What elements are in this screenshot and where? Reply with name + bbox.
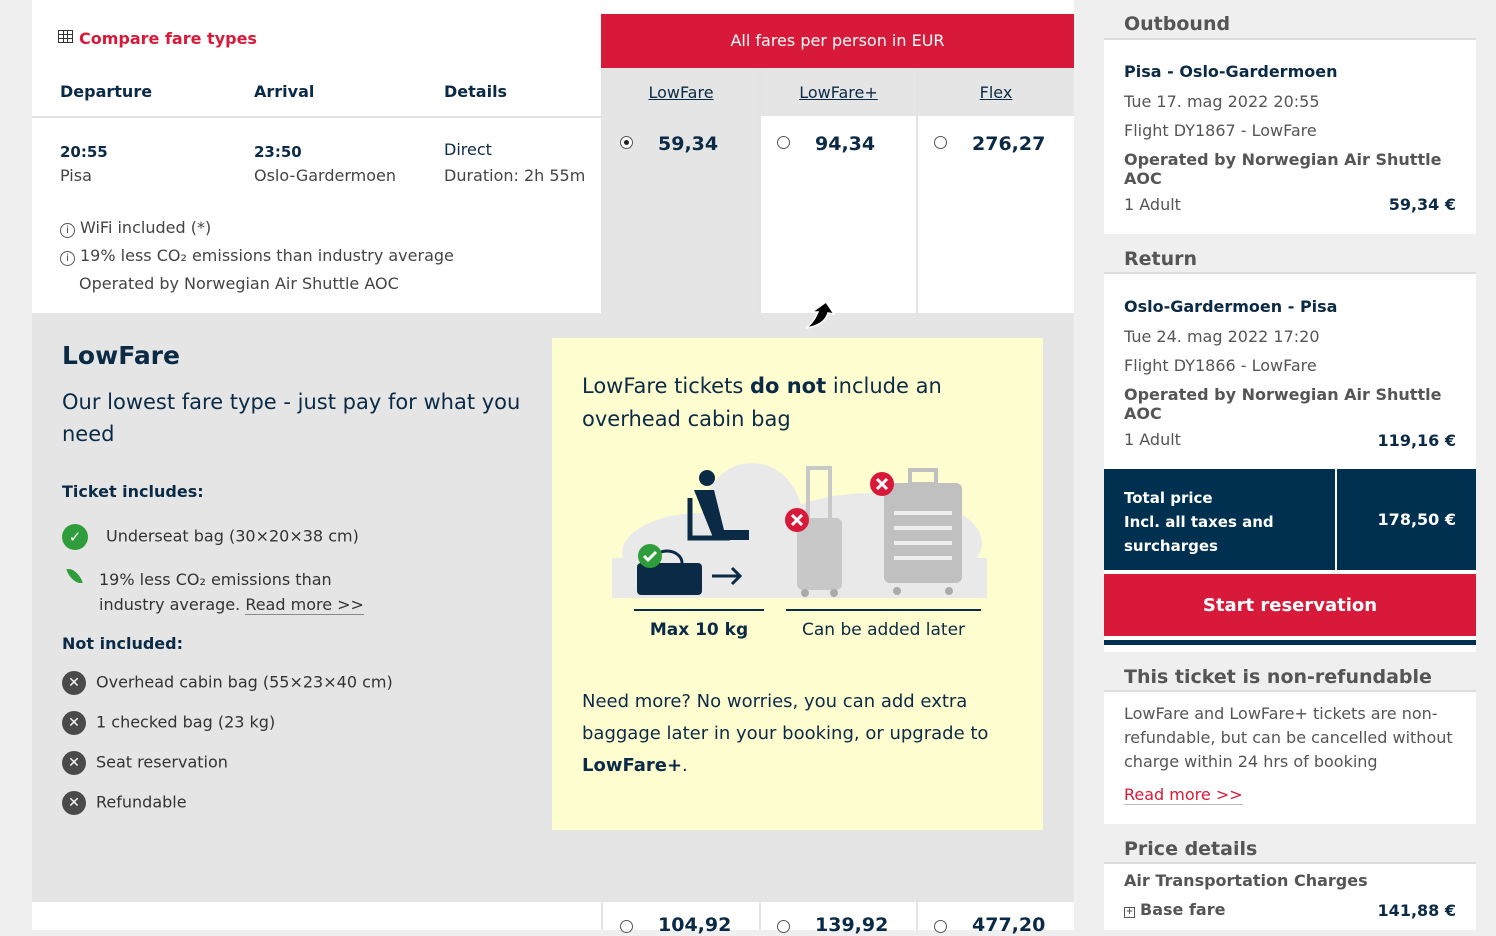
notice-text-bold: do not — [749, 374, 827, 398]
fare-radio-lowfare-plus[interactable] — [777, 920, 790, 933]
max-weight-label: Max 10 kg — [649, 620, 749, 640]
return-route: Oslo-Gardermoen - Pisa — [1124, 297, 1338, 316]
price-flex: 477,20 — [972, 914, 1046, 936]
includes-heading: Ticket includes: — [62, 482, 204, 501]
include-label: 19% less CO₂ emissions than industry average. — [99, 570, 332, 614]
notice-text: LowFare tickets — [582, 374, 750, 398]
base-fare-label: Base fare — [1140, 900, 1226, 919]
arrival-city: Oslo-Gardermoen — [254, 166, 396, 185]
fare-radio-flex[interactable] — [934, 920, 947, 933]
upgrade-fare-name: LowFare+ — [582, 755, 683, 776]
return-price: 119,16 € — [1377, 431, 1456, 450]
cabin-bag-notice — [552, 338, 1043, 830]
wifi-label: WiFi included (*) — [80, 218, 212, 237]
leaf-icon — [66, 566, 82, 587]
info-icon: i — [60, 251, 75, 266]
co2-info — [60, 246, 454, 266]
x-icon: ✕ — [62, 671, 86, 695]
flight-results-panel — [32, 0, 1074, 936]
total-label-line: Total price — [1124, 489, 1213, 507]
tab-lowfare-plus[interactable]: LowFare+ — [761, 68, 916, 116]
nonrefundable-text: LowFare and LowFare+ tickets are non-refundable, but can be cancelled without charge within 24 hrs of booking — [1124, 704, 1453, 771]
total-divider — [1335, 469, 1337, 570]
fare-divider — [916, 902, 918, 930]
return-heading: Return — [1104, 234, 1476, 274]
x-icon: ✕ — [62, 791, 86, 815]
x-icon: ✕ — [62, 711, 86, 735]
price-lowfare: 59,34 — [658, 133, 719, 155]
outbound-heading: Outbound — [1104, 0, 1476, 40]
base-fare-row[interactable] — [1124, 900, 1225, 919]
return-operator: Operated by Norwegian Air Shuttle AOC — [1124, 385, 1442, 423]
cursor-arrow-icon — [804, 300, 840, 332]
not-included-label: 1 checked bag (23 kg) — [96, 712, 276, 732]
air-charges-label: Air Transportation Charges — [1124, 871, 1368, 890]
nonrefundable-read-more-link[interactable]: Read more >> — [1124, 785, 1243, 804]
total-label-line: surcharges — [1124, 537, 1218, 555]
start-reservation-button[interactable]: Start reservation — [1104, 574, 1476, 636]
flight-duration: Duration: 2h 55m — [444, 166, 586, 185]
price-lowfare-plus: 94,34 — [815, 133, 876, 155]
operator-info: Operated by Norwegian Air Shuttle AOC — [79, 274, 399, 293]
outbound-flight: Flight DY1867 - LowFare — [1124, 121, 1317, 140]
price-lowfare: 104,92 — [658, 914, 732, 936]
underline-bar — [634, 609, 764, 611]
fare-radio-lowfare[interactable] — [620, 136, 633, 149]
details-column-header: Details — [444, 82, 508, 101]
not-included-item — [62, 791, 187, 815]
arrival-column-header: Arrival — [254, 82, 315, 101]
return-date: Tue 24. mag 2022 17:20 — [1124, 327, 1320, 346]
underline-bar — [786, 609, 981, 611]
compare-fare-types-link[interactable] — [58, 29, 257, 48]
include-co2 — [62, 567, 392, 617]
read-more-link[interactable]: Read more >> — [245, 595, 364, 614]
departure-column-header: Departure — [60, 82, 153, 101]
price-flex: 276,27 — [972, 133, 1046, 155]
not-included-label: Refundable — [96, 792, 187, 812]
table-icon — [58, 30, 73, 43]
wifi-info — [60, 218, 211, 238]
total-price-label — [1124, 486, 1274, 558]
not-included-label: Overhead cabin bag (55×23×40 cm) — [96, 672, 393, 692]
add-later-label: Can be added later — [801, 620, 966, 640]
not-included-heading: Not included: — [62, 634, 183, 653]
fare-radio-lowfare[interactable] — [620, 920, 633, 933]
return-flight: Flight DY1866 - LowFare — [1124, 356, 1317, 375]
notice-heading — [582, 370, 982, 436]
total-price-box — [1104, 469, 1476, 570]
fare-divider — [601, 902, 603, 930]
notice-text: include an overhead cabin bag — [582, 374, 942, 431]
co2-label: 19% less CO₂ emissions than industry average — [80, 246, 454, 265]
include-underseat-bag — [62, 524, 359, 550]
not-included-label: Seat reservation — [96, 752, 228, 772]
notice-upgrade-post: . — [682, 755, 688, 776]
total-label-line: Incl. all taxes and — [1124, 513, 1274, 531]
expand-plus-icon[interactable]: + — [1125, 907, 1134, 917]
outbound-date: Tue 17. mag 2022 20:55 — [1124, 92, 1320, 111]
info-icon: i — [60, 223, 75, 238]
booking-summary — [1104, 0, 1476, 930]
base-fare-value: 141,88 € — [1377, 901, 1456, 920]
fare-detail-subtitle: Our lowest fare type - just pay for what you need — [62, 390, 521, 446]
x-icon: ✕ — [62, 751, 86, 775]
tab-flex[interactable]: Flex — [918, 68, 1074, 116]
fare-radio-flex[interactable] — [934, 136, 947, 149]
not-included-item — [62, 711, 275, 735]
baggage-illustration — [612, 458, 992, 608]
outbound-passengers: 1 Adult — [1124, 195, 1181, 214]
arrival-time: 23:50 — [254, 143, 302, 161]
outbound-price: 59,34 € — [1388, 195, 1456, 214]
fare-radio-lowfare-plus[interactable] — [777, 136, 790, 149]
outbound-operator: Operated by Norwegian Air Shuttle AOC — [1124, 150, 1442, 188]
notice-upgrade-text — [582, 686, 1012, 782]
outbound-route: Pisa - Oslo-Gardermoen — [1124, 62, 1338, 81]
nonrefundable-heading: This ticket is non-refundable — [1104, 652, 1476, 692]
departure-city: Pisa — [60, 166, 92, 185]
fare-detail-panel — [32, 313, 1074, 902]
tab-lowfare[interactable]: LowFare — [603, 68, 759, 116]
fare-divider — [759, 902, 761, 930]
include-label: Underseat bag (30×20×38 cm) — [106, 526, 359, 546]
compare-fare-types-label: Compare fare types — [79, 29, 257, 48]
fare-detail-title: LowFare — [62, 341, 180, 370]
notice-upgrade-pre: Need more? No worries, you can add extra baggage later in your booking, or upgrade to — [582, 691, 989, 744]
departure-time: 20:55 — [60, 143, 108, 161]
total-price-value: 178,50 € — [1377, 510, 1456, 529]
fares-currency-banner: All fares per person in EUR — [601, 14, 1074, 68]
price-lowfare-plus: 139,92 — [815, 914, 889, 936]
not-included-item — [62, 671, 393, 695]
separator-bar — [1104, 640, 1476, 645]
not-included-item — [62, 751, 228, 775]
check-icon: ✓ — [62, 524, 88, 550]
price-details-heading: Price details — [1104, 824, 1476, 864]
return-passengers: 1 Adult — [1124, 430, 1181, 449]
flight-type: Direct — [444, 140, 492, 159]
